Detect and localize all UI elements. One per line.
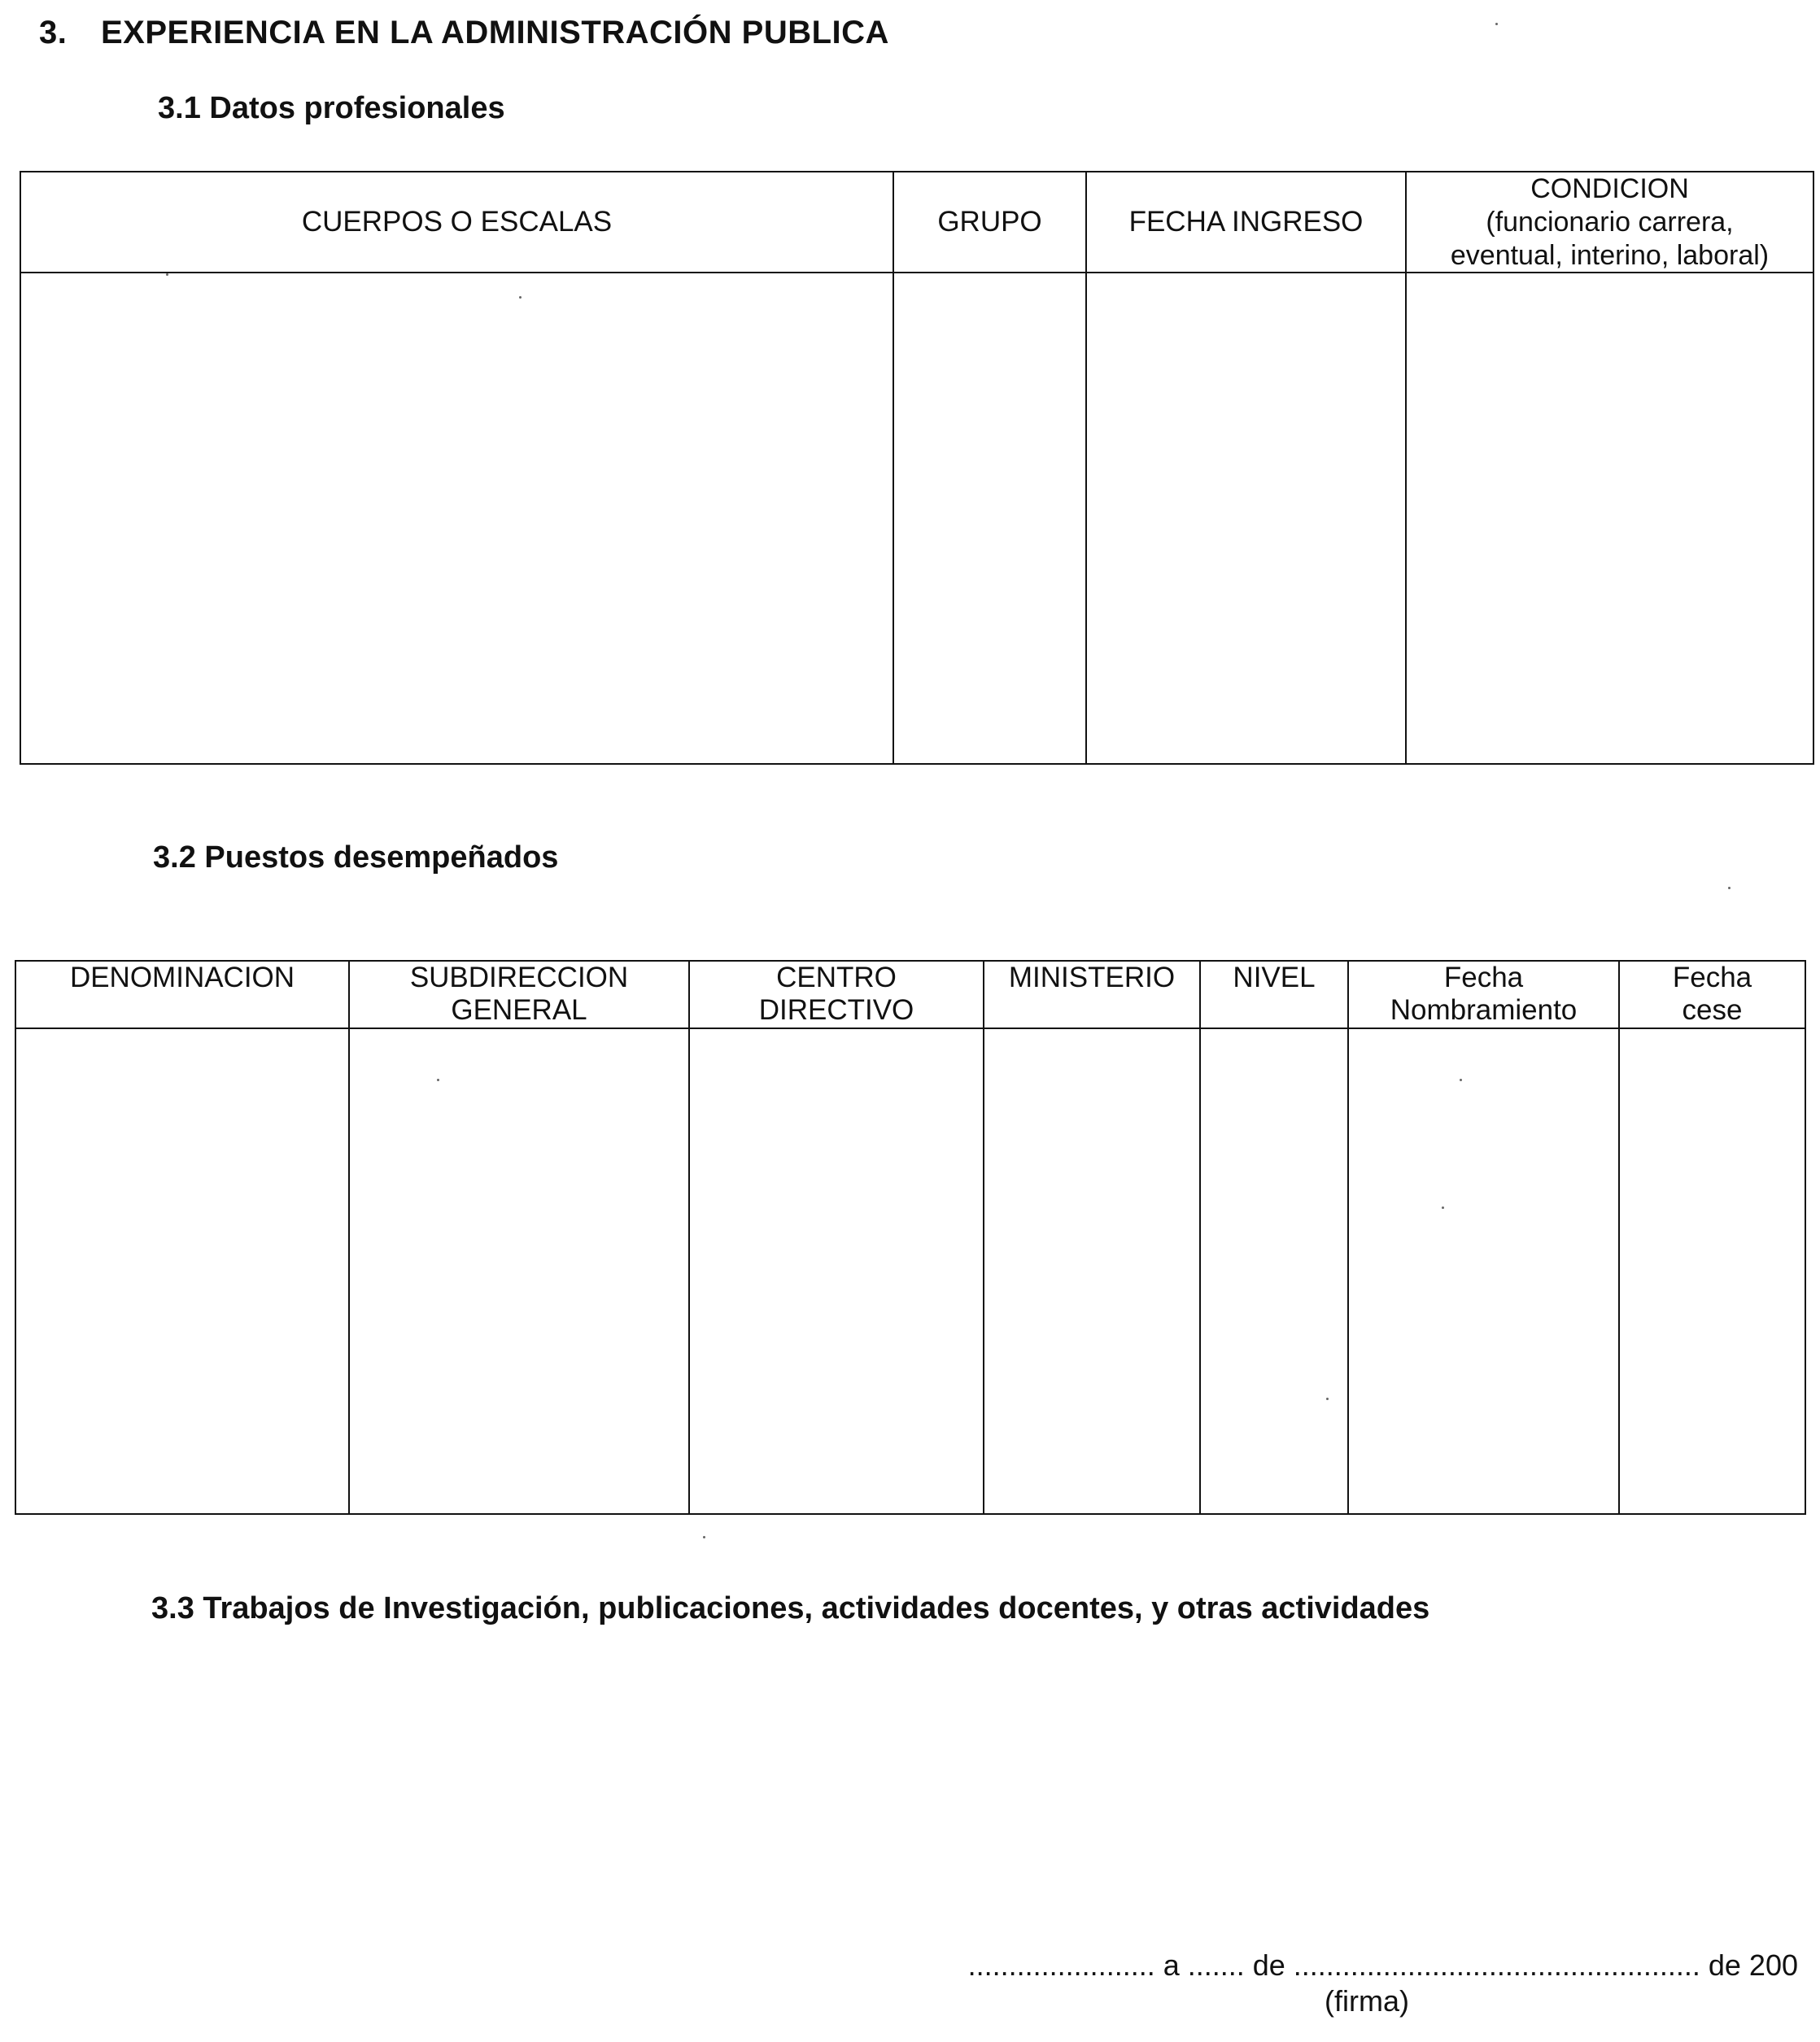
- firma-label: (firma): [1325, 1984, 1409, 2018]
- header-centro-line1: CENTRO: [776, 962, 897, 993]
- header-centro-line2: DIRECTIVO: [758, 994, 914, 1027]
- puestos-header-row: [15, 961, 1805, 1028]
- header-fecha-cese-line1: Fecha: [1672, 962, 1752, 993]
- header-condicion-line2: (funcionario carrera,: [1486, 206, 1734, 238]
- header-subdireccion-line2: GENERAL: [451, 994, 587, 1027]
- header-cuerpos-escalas: CUERPOS O ESCALAS: [20, 172, 893, 273]
- scan-speck: [166, 273, 168, 276]
- scan-speck: [1495, 23, 1498, 25]
- header-nivel: NIVEL: [1200, 961, 1348, 1028]
- header-grupo: GRUPO: [893, 172, 1086, 273]
- signature-block: [814, 1948, 1798, 2018]
- scan-speck: [1460, 1079, 1462, 1081]
- condicion-cell[interactable]: [1406, 273, 1813, 764]
- header-fecha-nombramiento-line1: Fecha: [1443, 962, 1524, 993]
- scan-speck: [1728, 887, 1731, 889]
- grupo-cell[interactable]: [893, 273, 1086, 764]
- fecha-nombramiento-cell[interactable]: [1348, 1028, 1619, 1515]
- datos-profesionales-table: [20, 171, 1814, 765]
- scan-speck: [703, 1536, 705, 1538]
- centro-directivo-cell[interactable]: [689, 1028, 984, 1515]
- datos-profesionales-header-row: [20, 172, 1813, 273]
- section-title-text: EXPERIENCIA EN LA ADMINISTRACIÓN PUBLICA: [101, 15, 889, 50]
- trabajos-title: 3.3 Trabajos de Investigación, publicaciones, actividades docentes, y otras actividades: [151, 1591, 1430, 1625]
- header-fecha-nombramiento-line2: Nombramiento: [1390, 994, 1578, 1027]
- puestos-title: 3.2 Puestos desempeñados: [153, 840, 559, 875]
- header-fecha-cese: [1619, 961, 1805, 1028]
- scan-speck: [519, 296, 522, 299]
- puestos-table: [15, 960, 1806, 1515]
- section-number: 3.: [39, 15, 68, 50]
- fecha-ingreso-cell[interactable]: [1086, 273, 1406, 764]
- header-subdireccion: [349, 961, 689, 1028]
- denominacion-cell[interactable]: [15, 1028, 349, 1515]
- nivel-cell[interactable]: [1200, 1028, 1348, 1515]
- datos-profesionales-title: 3.1 Datos profesionales: [158, 91, 505, 125]
- header-centro-directivo: [689, 961, 984, 1028]
- header-condicion: [1406, 172, 1813, 273]
- scan-speck: [1442, 1206, 1444, 1209]
- scan-speck: [1326, 1398, 1329, 1400]
- place-date-line[interactable]: ....................... a ....... de .................................................. de 200: [967, 1948, 1798, 1982]
- header-condicion-line1: CONDICION: [1530, 173, 1689, 204]
- scan-speck: [437, 1079, 439, 1081]
- datos-profesionales-entry-row: [20, 273, 1813, 764]
- section-title: [39, 15, 889, 51]
- subdireccion-cell[interactable]: [349, 1028, 689, 1515]
- ministerio-cell[interactable]: [984, 1028, 1200, 1515]
- header-denominacion: DENOMINACION: [15, 961, 349, 1028]
- header-fecha-nombramiento: [1348, 961, 1619, 1028]
- header-condicion-line3: eventual, interino, laboral): [1450, 239, 1770, 271]
- header-ministerio: MINISTERIO: [984, 961, 1200, 1028]
- header-fecha-cese-line2: cese: [1682, 994, 1743, 1027]
- cuerpos-escalas-cell[interactable]: [20, 273, 893, 764]
- puestos-entry-row: [15, 1028, 1805, 1515]
- header-subdireccion-line1: SUBDIRECCION: [409, 962, 629, 993]
- header-fecha-ingreso: FECHA INGRESO: [1086, 172, 1406, 273]
- fecha-cese-cell[interactable]: [1619, 1028, 1805, 1515]
